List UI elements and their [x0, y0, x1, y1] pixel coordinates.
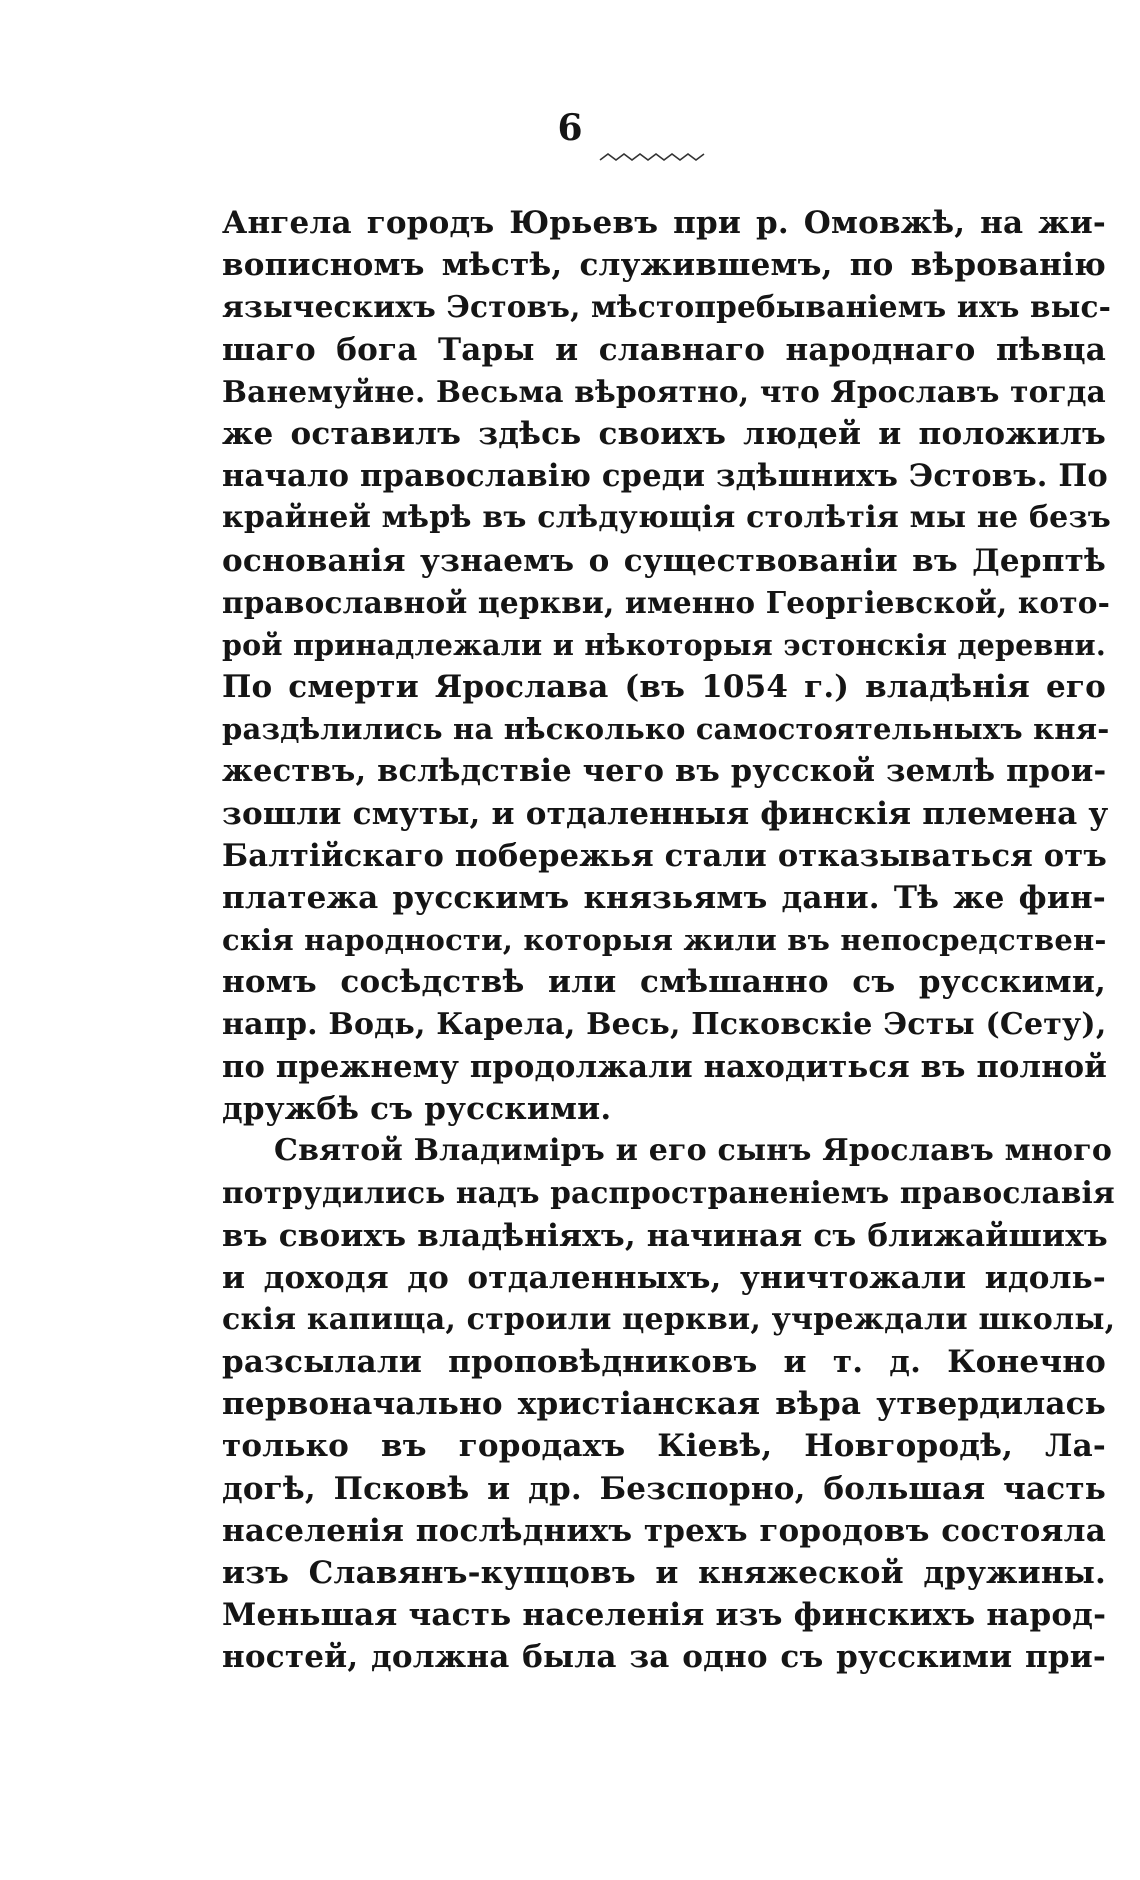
- text-line: напр. Водь, Карела, Весь, Псковскіе Эсты (Сету),: [222, 1006, 1107, 1042]
- text-line: Балтійскаго побережья стали отказываться отъ: [222, 837, 1108, 874]
- body-text: [222, 202, 1116, 1679]
- text-line: православной церкви, именно Георгіевской, кото-: [222, 584, 1111, 620]
- text-line: только въ городахъ Кіевѣ, Новгородѣ, Ла-: [222, 1428, 1106, 1465]
- text-line: По смерти Ярослава (въ 1054 г.) владѣнія его: [222, 669, 1106, 706]
- text-line: платежа русскимъ князьямъ дани. Тѣ же фин-: [222, 880, 1106, 916]
- decorative-rule: [598, 150, 708, 164]
- page-number: 6: [557, 107, 583, 149]
- text-line: Ангела городъ Юрьевъ при р. Омовжѣ, на жи-: [222, 205, 1106, 241]
- text-line: начало православію среди здѣшнихъ Эстовъ. По: [222, 458, 1108, 495]
- text-line: крайней мѣрѣ въ слѣдующія столѣтія мы не безъ: [222, 500, 1112, 536]
- text-line: ностей, должна была за одно съ русскими при-: [222, 1639, 1106, 1676]
- text-line: шаго бога Тары и славнаго народнаго пѣвца: [222, 331, 1106, 368]
- text-line: первоначально христіанская вѣра утвердилась: [222, 1386, 1106, 1423]
- text-line: языческихъ Эстовъ, мѣстопребываніемъ ихъ выс-: [222, 289, 1112, 325]
- text-line: Меньшая часть населенія изъ финскихъ народ-: [222, 1597, 1107, 1634]
- text-line: разсылали проповѣдниковъ и т. д. Конечно: [222, 1344, 1106, 1381]
- text-line: и доходя до отдаленныхъ, уничтожали идоль-: [222, 1259, 1106, 1296]
- text-line: основанія узнаемъ о существованіи въ Дерптѣ: [222, 542, 1106, 579]
- text-line: скія народности, которыя жили въ непосредствен-: [222, 923, 1107, 958]
- text-line: по прежнему продолжали находиться въ полной: [222, 1048, 1108, 1085]
- text-line: догѣ, Псковѣ и др. Безспорно, большая часть: [222, 1470, 1106, 1507]
- text-line: рой принадлежали и нѣкоторыя эстонскія деревни.: [222, 627, 1106, 662]
- text-line: вописномъ мѣстѣ, служившемъ, по вѣрованію: [222, 247, 1106, 284]
- text-line: раздѣлились на нѣсколько самостоятельныхъ кня-: [222, 712, 1110, 747]
- text-line: номъ сосѣдствѣ или смѣшанно съ русскими,: [222, 964, 1106, 1001]
- text-line: Святой Владиміръ и его сынъ Ярославъ много: [274, 1133, 1113, 1169]
- text-line: дружбѣ съ русскими.: [222, 1090, 612, 1127]
- text-line: въ своихъ владѣніяхъ, начиная съ ближайшихъ: [222, 1217, 1108, 1254]
- text-line: скія капища, строили церкви, учреждали школы,: [222, 1301, 1116, 1337]
- text-line: же оставилъ здѣсь своихъ людей и положилъ: [222, 415, 1106, 452]
- text-line: изъ Славянъ-купцовъ и княжеской дружины.: [222, 1555, 1106, 1591]
- text-line: населенія послѣднихъ трехъ городовъ состояла: [222, 1512, 1106, 1549]
- text-line: Ванемуйне. Весьма вѣроятно, что Ярославъ тогда: [222, 373, 1106, 409]
- text-line: зошли смуты, и отдаленныя финскія племена у: [222, 795, 1109, 832]
- text-line: жествъ, вслѣдствіе чего въ русской землѣ прои-: [222, 753, 1107, 790]
- text-line: потрудились надъ распространеніемъ православія: [222, 1175, 1115, 1211]
